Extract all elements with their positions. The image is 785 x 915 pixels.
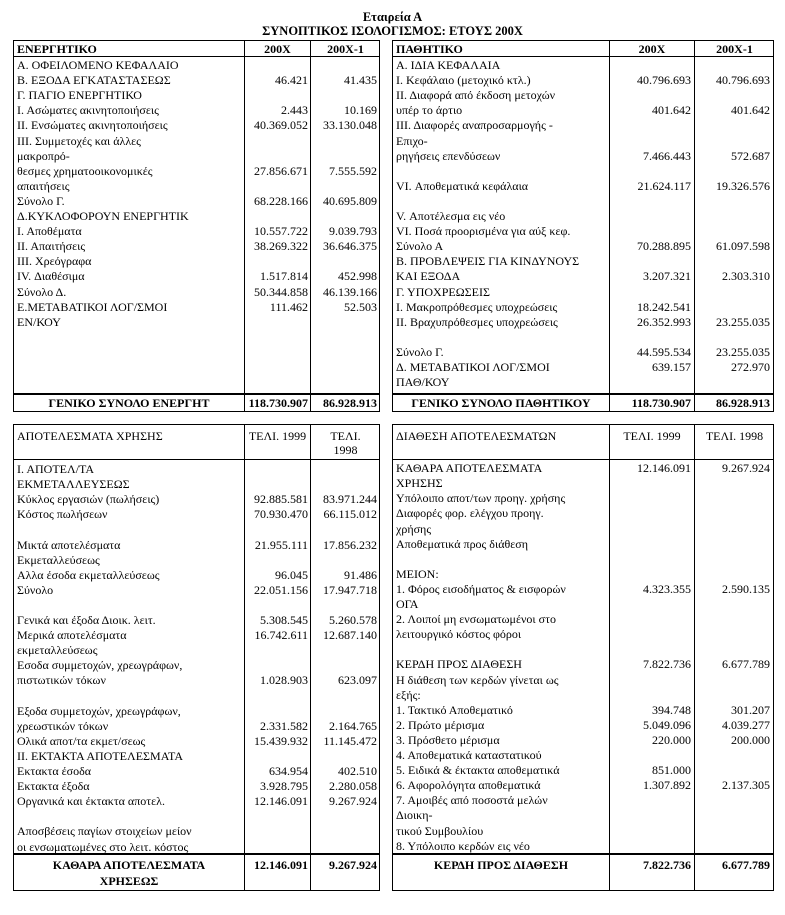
assets-row-value-previous: 9.039.793 <box>329 224 377 239</box>
assets-row-value-current: 46.421 <box>275 73 308 88</box>
assets-row-value-previous: 52.503 <box>344 299 377 314</box>
assets-row-label: απαιτήσεις <box>17 178 70 193</box>
assets-row-value-previous: 41.435 <box>344 73 377 88</box>
assets-row-value-current: 2.443 <box>281 103 308 118</box>
distribution-row-label: 2. Λοιποί μη ενσωματωμένοι στο <box>396 612 556 627</box>
results-row-value-previous: 17.947.718 <box>323 582 377 597</box>
distribution-total-label: ΚΕΡΔΗ ΠΡΟΣ ΔΙΑΘΕΣΗ <box>433 858 569 872</box>
assets-row-label: Γ. ΠΑΓΙΟ ΕΝΕΡΓΗΤΙΚΟ <box>17 88 142 103</box>
distribution-row-label: 6. Αφορολόγητα αποθεματικά <box>396 778 541 793</box>
results-row-value-current: 21.955.111 <box>254 537 308 552</box>
distribution-row-value-current: 1.307.892 <box>643 778 691 793</box>
liabilities-row-label: VI. Ποσά προορισμένα για αύξ κεφ. <box>396 224 571 239</box>
distribution-row-label: ΧΡΗΣΗΣ <box>396 476 443 491</box>
assets-row-value-current: 1.517.814 <box>260 269 308 284</box>
results-row-label: πιστωτικών τόκων <box>17 673 106 688</box>
liabilities-row-value-previous: 23.255.035 <box>716 344 770 359</box>
assets-row-label: Ι. Αποθέματα <box>17 224 82 239</box>
distribution-row-value-current: 5.049.096 <box>643 717 691 732</box>
results-row-label: Ι. ΑΠΟΤΕΛ/ΤΑ <box>17 462 95 476</box>
assets-total-label: ΓΕΝΙΚΟ ΣΥΝΟΛΟ ΕΝΕΡΓΗΤ <box>48 396 210 410</box>
results-row-label: Αποσβέσεις παγίων στοιχείων μείον <box>17 824 192 839</box>
distribution-row-label: Αποθεματικά προς διάθεση <box>396 536 529 551</box>
results-row-value-current: 22.051.156 <box>254 582 308 597</box>
results-row-label: Εκτακτα έσοδα <box>17 764 92 778</box>
results-year-previous-b: 1998 <box>333 443 358 457</box>
distribution-row-value-current: 4.323.355 <box>643 581 691 596</box>
results-row-value-current: 634.954 <box>269 764 308 778</box>
assets-total-current: 118.730.907 <box>248 396 308 410</box>
assets-row-value-previous: 36.646.375 <box>323 239 377 254</box>
distribution-row-label: 8. Υπόλοιπο κερδών εις νέο <box>396 838 530 853</box>
distribution-row-value-previous: 9.267.924 <box>722 461 770 476</box>
assets-row-label: ΙΙ. Απαιτήσεις <box>17 239 86 254</box>
assets-row-label: Ι. Ασώματες ακινητοποιήσεις <box>17 103 159 118</box>
distribution-row-label: ΜΕΙΟΝ: <box>396 566 439 581</box>
assets-row-label: ΙΙΙ. Συμμετοχές και άλλες <box>17 133 141 148</box>
results-year-previous-a: ΤΕΛΙ. <box>330 429 361 443</box>
distribution-row-label: 1. Φόρος εισοδήματος & εισφορών <box>396 581 566 596</box>
liabilities-total-label: ΓΕΝΙΚΟ ΣΥΝΟΛΟ ΠΑΘΗΤΙΚΟΥ <box>411 396 591 410</box>
distribution-year-current: ΤΕΛΙ. 1999 <box>623 429 681 443</box>
assets-row-value-previous: 452.998 <box>338 269 377 284</box>
assets-row-label: Β. ΕΞΟΔΑ ΕΓΚΑΤΑΣΤΑΣΕΩΣ <box>17 73 171 88</box>
distribution-row-label: χρήσης <box>396 521 432 536</box>
results-row-value-current: 92.885.581 <box>254 492 308 507</box>
results-row-label: Εσοδα συμμετοχών, χρεωγράφων, <box>17 658 183 673</box>
liabilities-year-current: 200Χ <box>638 42 666 56</box>
results-row-value-previous: 11.145.472 <box>323 733 377 748</box>
liabilities-row-value-previous: 401.642 <box>731 103 770 118</box>
liabilities-row-label: ΚΑΙ ΕΞΟΔΑ <box>396 269 461 284</box>
assets-row-label: ΕΝ/ΚΟΥ <box>17 314 61 329</box>
results-row-label: ΕΚΜΕΤΑΛΛΕΥΣΕΩΣ <box>17 477 130 492</box>
results-row-value-current: 15.439.932 <box>254 733 308 748</box>
results-row-label: Κόστος πωλήσεων <box>17 507 108 522</box>
results-row-label: Εξοδα συμμετοχών, χρεωγράφων, <box>17 703 181 718</box>
distribution-row-label: εξής: <box>396 687 421 702</box>
results-row-value-previous: 5.260.578 <box>329 613 377 627</box>
assets-year-current: 200Χ <box>264 42 291 56</box>
liabilities-row-value-previous: 23.255.035 <box>716 314 770 329</box>
results-row-value-current: 96.045 <box>275 567 308 582</box>
liabilities-row-value-current: 44.595.534 <box>637 344 691 359</box>
assets-row-value-current: 40.369.052 <box>254 118 308 133</box>
distribution-row-value-current: 7.822.736 <box>643 657 691 672</box>
distribution-row-label: ΚΕΡΔΗ ΠΡΟΣ ΔΙΑΘΕΣΗ <box>396 657 522 672</box>
results-row-label: Εκμεταλλεύσεως <box>17 552 100 567</box>
assets-row-value-current: 27.856.671 <box>254 163 308 178</box>
liabilities-row-value-current: 70.288.895 <box>637 239 691 254</box>
liabilities-row-label: ΙΙΙ. Διαφορές αναπροσαρμογής - <box>396 118 553 133</box>
liabilities-row-value-current: 18.242.541 <box>637 299 691 314</box>
distribution-row-value-previous: 2.137.305 <box>722 778 770 793</box>
results-row-label: Σύνολο <box>17 582 54 597</box>
results-row-label: Ολικά αποτ/τα εκμετ/σεως <box>17 733 146 748</box>
assets-heading: ΕΝΕΡΓΗΤΙΚΟ <box>17 42 97 56</box>
assets-row-label: ΙΙΙ. Χρεόγραφα <box>17 254 92 269</box>
liabilities-total-previous: 86.928.913 <box>716 396 770 410</box>
liabilities-row-value-previous: 572.687 <box>731 148 770 163</box>
liabilities-row-label: Σύνολο Γ. <box>396 344 444 359</box>
distribution-row-label: Η διάθεση των κερδών γίνεται ως <box>396 672 559 687</box>
assets-row-label: Σύνολο Δ. <box>17 284 67 299</box>
liabilities-row-label: Επιχο- <box>396 133 428 148</box>
distribution-row-value-previous: 200.000 <box>731 732 770 747</box>
assets-row-label: Α. ΟΦΕΙΛΟΜΕΝΟ ΚΕΦΑΛΑΙΟ <box>17 58 179 72</box>
assets-row-value-previous: 7.555.592 <box>329 163 377 178</box>
results-row-value-previous: 402.510 <box>338 764 377 778</box>
distribution-total-current: 7.822.736 <box>643 858 691 872</box>
liabilities-row-label: Ι. Κεφάλαιο (μετοχικό κτλ.) <box>396 73 531 88</box>
distribution-row-label: 1. Τακτικό Αποθεματικό <box>396 702 513 717</box>
liabilities-row-value-previous: 272.970 <box>731 360 770 374</box>
results-row-label: Εκτακτα έξοδα <box>17 779 90 794</box>
assets-row-label: θεσμες χρηματοοικονομικές <box>17 163 153 178</box>
assets-row-value-previous: 10.169 <box>344 103 377 118</box>
results-row-label: Οργανικά και έκτακτα αποτελ. <box>17 794 165 809</box>
distribution-row-label: 3. Πρόσθετο μέρισμα <box>396 732 500 747</box>
liabilities-row-value-current: 40.796.693 <box>637 73 691 88</box>
distribution-row-value-current: 394.748 <box>652 702 691 717</box>
liabilities-year-previous: 200Χ-1 <box>716 42 753 56</box>
results-row-label: Αλλα έσοδα εκμεταλλεύσεως <box>17 567 160 582</box>
distribution-row-value-current: 851.000 <box>652 763 691 778</box>
assets-row-value-current: 10.557.722 <box>254 224 308 239</box>
liabilities-row-value-previous: 61.097.598 <box>716 239 770 254</box>
results-row-value-previous: 2.164.765 <box>329 718 377 733</box>
results-row-label: Μερικά αποτελέσματα <box>17 628 127 643</box>
results-row-label: χρεωστικών τόκων <box>17 718 109 733</box>
distribution-row-label: 4. Αποθεματικά καταστατικού <box>396 748 542 762</box>
results-total-current: 12.146.091 <box>254 858 308 872</box>
liabilities-row-label: Α. ΙΔΙΑ ΚΕΦΑΛΑΙΑ <box>396 58 501 72</box>
assets-row-value-current: 38.269.322 <box>254 239 308 254</box>
results-row-label: οι ενσωματωμένες στο λειτ. κόστος <box>17 839 189 854</box>
distribution-row-label: τικού Συμβουλίου <box>396 823 484 838</box>
assets-row-value-current: 50.344.858 <box>254 284 308 299</box>
results-heading: ΑΠΟΤΕΛΕΣΜΑΤΑ ΧΡΗΣΗΣ <box>17 429 163 443</box>
liabilities-row-value-previous: 40.796.693 <box>716 73 770 88</box>
distribution-total-previous: 6.677.789 <box>722 858 770 872</box>
results-total-previous: 9.267.924 <box>329 858 377 872</box>
liabilities-row-label: Ι. Μακροπρόθεσμες υποχρεώσεις <box>396 299 558 314</box>
distribution-table <box>392 424 774 891</box>
distribution-row-value-previous: 6.677.789 <box>722 657 770 672</box>
liabilities-table <box>392 40 774 412</box>
liabilities-total-current: 118.730.907 <box>631 396 691 410</box>
assets-row-label: Ε.ΜΕΤΑΒΑΤΙΚΟΙ ΛΟΓ/ΣΜΟΙ <box>17 299 168 314</box>
results-total-label-2: ΧΡΗΣΕΩΣ <box>99 874 159 888</box>
results-row-label: ΙΙ. ΕΚΤΑΚΤΑ ΑΠΟΤΕΛΕΣΜΑΤΑ <box>17 748 184 763</box>
assets-row-label: Δ.ΚΥΚΛΟΦΟΡΟΥΝ ΕΝΕΡΓΗΤΙΚ <box>17 209 189 223</box>
results-year-current: ΤΕΛΙ. 1999 <box>248 429 307 443</box>
liabilities-row-label: Γ. ΥΠΟΧΡΕΩΣΕΙΣ <box>396 284 490 299</box>
liabilities-row-value-current: 26.352.993 <box>637 314 691 329</box>
results-row-value-previous: 91.486 <box>344 567 377 582</box>
results-row-value-current: 1.028.903 <box>260 673 308 688</box>
liabilities-row-label: Σύνολο Α <box>396 239 444 254</box>
results-row-value-current: 16.742.611 <box>254 628 308 643</box>
results-row-value-current: 2.331.582 <box>260 718 308 733</box>
results-row-value-previous: 17.856.232 <box>323 537 377 552</box>
results-row-value-previous: 12.687.140 <box>323 628 377 643</box>
distribution-row-value-previous: 4.039.277 <box>722 717 770 732</box>
liabilities-row-label: VI. Αποθεματικά κεφάλαια <box>396 178 529 193</box>
results-row-label: Κύκλος εργασιών (πωλήσεις) <box>17 492 160 507</box>
assets-row-label: μακροπρό- <box>17 148 70 163</box>
assets-row-label: ΙV. Διαθέσιμα <box>17 269 85 284</box>
liabilities-row-label: ρηγήσεις επενδύσεων <box>396 148 501 163</box>
assets-row-value-previous: 46.139.166 <box>323 284 377 299</box>
assets-row-label: ΙΙ. Ενσώματες ακινητοποιήσεις <box>17 118 168 133</box>
distribution-row-value-previous: 301.207 <box>731 702 770 717</box>
liabilities-row-label: Β. ΠΡΟΒΛΕΨΕΙΣ ΓΙΑ ΚΙΝΔΥΝΟΥΣ <box>396 254 580 269</box>
distribution-row-value-current: 220.000 <box>652 732 691 747</box>
assets-total-previous: 86.928.913 <box>323 396 377 410</box>
distribution-row-label: Διαφορές φορ. ελέγχου προηγ. <box>396 506 544 521</box>
distribution-row-label: 5. Ειδικά & έκτακτα αποθεματικά <box>396 763 560 778</box>
distribution-year-previous: ΤΕΛΙ. 1998 <box>705 429 764 443</box>
results-row-value-previous: 623.097 <box>338 673 377 688</box>
liabilities-row-label: Δ. ΜΕΤΑΒΑΤΙΚΟΙ ΛΟΓ/ΣΜΟΙ <box>396 360 550 374</box>
distribution-row-label: Υπόλοιπο αποτ/των προηγ. χρήσης <box>396 491 566 506</box>
distribution-row-label: λειτουργικό κόστος φόροι <box>396 627 522 642</box>
assets-row-value-current: 111.462 <box>269 299 308 314</box>
results-row-value-previous: 66.115.012 <box>323 507 377 522</box>
results-row-label: Γενικά και έξοδα Διοικ. λειτ. <box>17 613 156 627</box>
distribution-row-label: 7. Αμοιβές από ποσοστά μελών <box>396 793 548 808</box>
assets-row-value-previous: 40.695.809 <box>323 193 377 208</box>
distribution-row-label: Διοικη- <box>396 808 433 823</box>
liabilities-row-value-previous: 19.326.576 <box>716 178 770 193</box>
liabilities-row-value-current: 3.207.321 <box>643 269 691 284</box>
liabilities-row-value-current: 639.157 <box>652 360 691 374</box>
assets-row-value-current: 68.228.166 <box>254 193 308 208</box>
results-row-value-previous: 83.971.244 <box>323 492 377 507</box>
assets-year-previous: 200Χ-1 <box>327 42 364 56</box>
liabilities-row-label: υπέρ το άρτιο <box>396 103 463 118</box>
results-row-value-current: 5.308.545 <box>260 613 308 627</box>
liabilities-row-value-previous: 2.303.310 <box>722 269 770 284</box>
distribution-row-label: 2. Πρώτο μέρισμα <box>396 717 485 732</box>
liabilities-row-label: ΠΑΘ/ΚΟΥ <box>396 375 450 390</box>
distribution-heading: ΔΙΑΘΕΣΗ ΑΠΟΤΕΛΕΣΜΑΤΩΝ <box>396 429 557 443</box>
distribution-row-value-current: 12.146.091 <box>637 461 691 476</box>
results-row-value-previous: 9.267.924 <box>329 794 377 809</box>
assets-row-label: Σύνολο Γ. <box>17 193 65 208</box>
distribution-row-label: ΟΓΑ <box>396 597 419 611</box>
results-table <box>13 424 380 891</box>
assets-table <box>13 40 380 412</box>
page-title: ΣΥΝΟΠΤΙΚΟΣ ΙΣΟΛΟΓΙΣΜΟΣ: ΕΤΟΥΣ 200Χ <box>262 24 523 38</box>
results-row-value-previous: 2.280.058 <box>329 779 377 794</box>
liabilities-row-value-current: 7.466.443 <box>643 148 691 163</box>
results-row-value-current: 3.928.795 <box>260 779 308 794</box>
liabilities-row-value-current: 21.624.117 <box>637 178 691 193</box>
company-name: Εταιρεία Α <box>362 10 423 24</box>
liabilities-row-label: V. Αποτέλεσμα εις νέο <box>396 209 506 223</box>
liabilities-row-value-current: 401.642 <box>652 103 691 118</box>
results-row-value-current: 12.146.091 <box>254 794 308 809</box>
distribution-row-label: ΚΑΘΑΡΑ ΑΠΟΤΕΛΕΣΜΑΤΑ <box>396 461 543 476</box>
liabilities-row-label: ΙΙ. Βραχυπρόθεσμες υποχρεώσεις <box>396 314 558 329</box>
liabilities-row-label: ΙΙ. Διαφορά από έκδοση μετοχών <box>396 88 556 103</box>
results-row-label: Μικτά αποτελέσματα <box>17 537 121 552</box>
results-row-label: εκμεταλλεύσεως <box>17 643 98 658</box>
distribution-row-value-previous: 2.590.135 <box>722 581 770 596</box>
results-row-value-current: 70.930.470 <box>254 507 308 522</box>
liabilities-heading: ΠΑΘΗΤΙΚΟ <box>396 42 463 56</box>
assets-row-value-previous: 33.130.048 <box>323 118 377 133</box>
results-total-label-1: ΚΑΘΑΡΑ ΑΠΟΤΕΛΕΣΜΑΤΑ <box>52 858 206 872</box>
